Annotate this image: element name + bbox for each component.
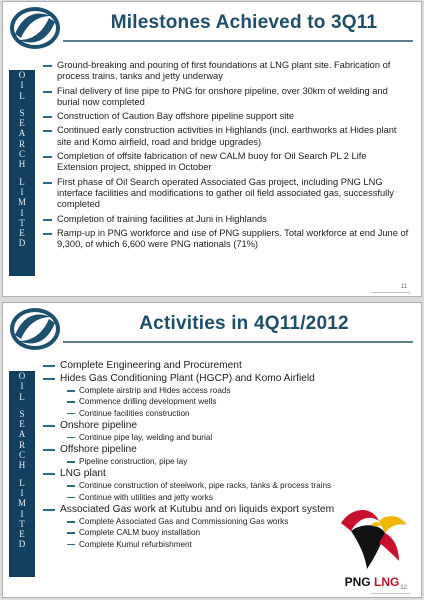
bullet-dash-icon (43, 156, 52, 158)
sub-item (43, 480, 409, 491)
item-text: Hides Gas Conditioning Plant (HGCP) and Komo Airfield (60, 373, 315, 384)
sub-item (43, 432, 409, 443)
lng-wordmark-text: LNG (374, 575, 400, 589)
slide-title: Activities in 4Q11/2012 (139, 313, 349, 334)
bullet-text: Completion of training facilities at Juni in Highlands (57, 213, 267, 224)
title-divider (63, 40, 413, 42)
sidebar-letter: L (19, 391, 25, 402)
bullet-dash-icon (43, 233, 52, 235)
sidebar-letter: R (18, 138, 25, 149)
bullet-dash-icon (43, 65, 52, 67)
bullet-text: Ramp-up in PNG workforce and use of PNG suppliers. Total workforce at end June of 9,300, of which 6,600 were PNG nationals (71%) (57, 227, 409, 250)
png-wordmark-text: PNG (344, 575, 371, 589)
bullet-text: Final delivery of line pipe to PNG for onshore pipeline, over 30km of welding and burial now completed (57, 85, 388, 107)
page-number-rule (371, 593, 411, 594)
list-item (43, 111, 409, 122)
sidebar-letter: T (19, 217, 25, 228)
sidebar-letter: I (20, 508, 24, 519)
bullet-text: Completion of offsite fabrication of new CALM buoy for Oil Search PL 2 Life Extension project, shipped in October (57, 151, 367, 173)
slide-activities (2, 302, 422, 598)
bullet-list (43, 60, 409, 253)
list-item (43, 228, 409, 251)
oil-search-logo-icon (7, 305, 63, 353)
list-item (43, 86, 409, 109)
bullet-dash-icon (43, 473, 55, 475)
sub-item-text: Complete CALM buoy installation (79, 528, 201, 538)
sidebar-letter: R (18, 439, 25, 450)
bullet-text: Continued early construction activities in Highlands (incl. earthworks at Hides plant site and Komo airfield, road and bridge upgrades) (57, 125, 397, 147)
sub-bullet-dash-icon (67, 401, 75, 403)
bullet-dash-icon (43, 509, 55, 511)
list-item (43, 125, 409, 148)
sub-bullet-dash-icon (67, 413, 75, 415)
list-item (43, 420, 409, 432)
sub-item-text: Complete Associated Gas and Commissioning Gas works (79, 517, 289, 527)
page-number: 11 (400, 284, 407, 290)
sidebar-letter: D (18, 539, 26, 550)
bullet-dash-icon (43, 91, 52, 93)
bullet-dash-icon (43, 378, 55, 380)
sidebar-letter: S (19, 107, 25, 118)
page-number: 12 (400, 585, 407, 591)
sub-item (43, 408, 409, 419)
list-item (43, 360, 409, 372)
sidebar-letter: M (17, 197, 26, 208)
sidebar-gap (9, 471, 35, 478)
sidebar-gap (9, 170, 35, 177)
sidebar-letter: T (19, 518, 25, 529)
list-item (43, 373, 409, 385)
list-item (43, 468, 409, 480)
page-number-rule (371, 292, 411, 293)
sidebar-letter: L (19, 176, 25, 187)
sub-item (43, 385, 409, 396)
bullet-dash-icon (43, 425, 55, 427)
list-item (43, 151, 409, 174)
title-divider (63, 341, 413, 343)
sidebar-letter: L (19, 477, 25, 488)
company-sidebar (9, 70, 35, 276)
sub-bullet-dash-icon (67, 497, 75, 499)
sub-bullet-dash-icon (67, 532, 75, 534)
sub-item-text: Complete Kumul refurbishment (79, 539, 192, 549)
bird-of-paradise-icon (329, 503, 415, 575)
slide-milestones (2, 1, 422, 297)
png-lng-logo (329, 503, 415, 593)
sub-item-text: Complete airstrip and Hides access roads (79, 386, 231, 395)
company-sidebar (9, 371, 35, 577)
bullet-dash-icon (43, 182, 52, 184)
sub-item-text: Continue facilities construction (79, 408, 190, 418)
bullet-text: Ground-breaking and pouring of first foundations at LNG plant site. Fabrication of process trains, tanks and jetty underway (57, 60, 391, 82)
sub-bullet-dash-icon (67, 461, 75, 463)
sub-item-text: Continue pipe lay, welding and burial (79, 432, 213, 442)
sidebar-letter: C (18, 450, 25, 461)
sub-item-text: Pipeline construction, pipe lay (79, 457, 188, 467)
bullet-dash-icon (43, 365, 55, 367)
sub-item (43, 396, 409, 407)
sub-item-text: Commence drilling development wells (79, 397, 217, 407)
sidebar-letter: E (19, 529, 25, 540)
sidebar-letter: E (19, 228, 25, 239)
bullet-text: Construction of Caution Bay offshore pipeline support site (57, 111, 295, 122)
item-text: Associated Gas work at Kutubu and on liquids export system (60, 504, 335, 516)
list-item (43, 177, 409, 211)
sidebar-letter: A (18, 429, 26, 440)
sidebar-letter: S (19, 408, 25, 419)
sidebar-letter: O (18, 371, 26, 381)
sub-item-text: Continue with utilities and jetty works (79, 492, 213, 502)
list-item (43, 444, 409, 456)
sub-bullet-dash-icon (67, 544, 75, 546)
bullet-dash-icon (43, 219, 52, 221)
bullet-dash-icon (43, 116, 52, 118)
sub-item-text: Continue construction of steelwork, pipe racks, tanks & process trains (79, 481, 332, 491)
list-item (43, 214, 409, 225)
sidebar-letter: C (18, 149, 25, 160)
sub-item (43, 492, 409, 503)
bullet-text: First phase of Oil Search operated Associated Gas project, including PNG LNG interface facilities and modifications to gather oil field associated gas, successfully completed (57, 176, 394, 210)
sidebar-letter: I (20, 381, 24, 392)
sub-bullet-dash-icon (67, 390, 75, 392)
item-text: Complete Engineering and Procurement (60, 360, 242, 371)
sub-bullet-dash-icon (67, 485, 75, 487)
sidebar-letter: H (18, 159, 26, 170)
item-text: Offshore pipeline (60, 444, 137, 456)
bullet-dash-icon (43, 130, 52, 132)
sidebar-letter: I (20, 186, 24, 197)
slide-title: Milestones Achieved to 3Q11 (110, 12, 378, 33)
sub-bullet-dash-icon (67, 521, 75, 523)
sidebar-letter: D (18, 238, 26, 249)
sidebar-letter: I (20, 487, 24, 498)
oil-search-logo-icon (7, 4, 63, 52)
item-text: Onshore pipeline (60, 419, 138, 431)
list-item (43, 60, 409, 83)
sidebar-letter: I (20, 207, 24, 218)
sidebar-letter: H (18, 460, 26, 471)
sidebar-letter: L (19, 90, 25, 101)
item-text: LNG plant (60, 468, 106, 480)
sub-item (43, 456, 409, 467)
sidebar-letter: E (19, 419, 25, 430)
sub-bullet-dash-icon (67, 437, 75, 439)
sidebar-letter: A (18, 128, 26, 139)
sidebar-letter: O (18, 70, 26, 80)
bullet-dash-icon (43, 449, 55, 451)
sidebar-gap (9, 101, 35, 108)
sidebar-gap (9, 402, 35, 409)
sidebar-letter: I (20, 80, 24, 91)
sidebar-letter: M (17, 498, 26, 509)
sidebar-letter: E (19, 118, 25, 129)
